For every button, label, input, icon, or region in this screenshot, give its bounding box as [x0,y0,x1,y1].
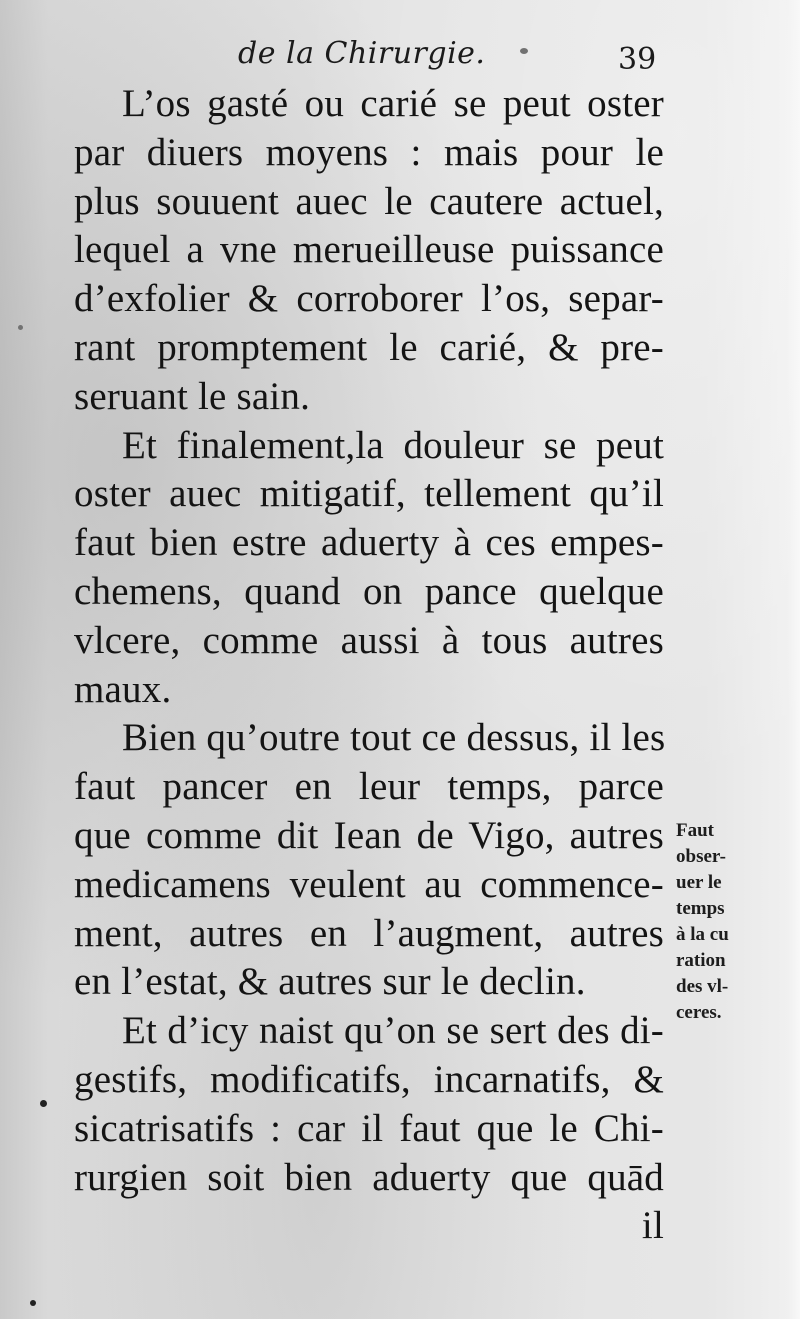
text-line: vlcere, comme aussi à tous autres [74,618,664,662]
text-line: L’os gasté ou carié se peut oster [122,82,664,125]
text-line: d’exfolier & corroborer l’os, separ- [74,277,664,321]
text-line: que comme dit Iean de Vigo, autres [74,813,664,857]
ink-speck [520,48,528,54]
text-line: Et finalement,la douleur se peut [122,423,664,467]
text-line: par diuers moyens : mais pour le [74,130,664,174]
margin-note-line: temps [676,898,725,919]
text-line: medicamens veulent au commence- [74,862,664,906]
margin-note-line: obser- [676,846,726,867]
ink-speck [40,1100,47,1107]
text-line: rant promptement le carié, & pre- [74,325,664,369]
margin-note-line: ration [676,950,726,971]
margin-note-line: des vl- [676,976,729,997]
text-line: ment, autres en l’augment, autres [74,911,664,955]
body-text [74,80,664,1251]
text-line: faut pancer en leur temps, parce [74,765,664,809]
text-line: oster auec mitigatif, tellement qu’il [74,472,664,516]
text-line: rurgien soit bien aduerty que quād [74,1155,664,1199]
margin-note-line: à la cu [676,924,729,945]
page-number: 39 [618,42,657,77]
margin-note [676,818,786,1026]
text-line: en l’estat, & autres sur le declin. [74,960,586,1004]
text-line: chemens, quand on pance quelque [74,569,664,613]
text-line: Bien qu’outre tout ce dessus, il les [122,716,666,760]
text-line: plus souuent auec le cautere actuel, [74,179,664,223]
text-line: maux. [74,667,172,711]
running-title: de la Chirurgie. [238,36,486,71]
page-edge [788,0,800,1319]
text-line: seruant le sain. [74,374,311,418]
page-header [0,30,800,80]
text-line: Et d’icy naist qu’on se sert des di- [122,1009,664,1053]
margin-note-line: ceres. [676,1002,722,1023]
text-line: lequel a vne merueilleuse puissance [74,228,664,272]
catchword: il [641,1204,664,1248]
ink-speck [18,325,23,330]
margin-note-line: uer le [676,872,722,893]
ink-speck [30,1300,36,1306]
text-line: gestifs, modificatifs, incarnatifs, & [74,1057,664,1101]
margin-note-line: Faut [676,820,714,841]
text-line: faut bien estre aduerty à ces empes- [74,521,664,565]
text-line: sicatrisatifs : car il faut que le Chi- [74,1106,664,1150]
